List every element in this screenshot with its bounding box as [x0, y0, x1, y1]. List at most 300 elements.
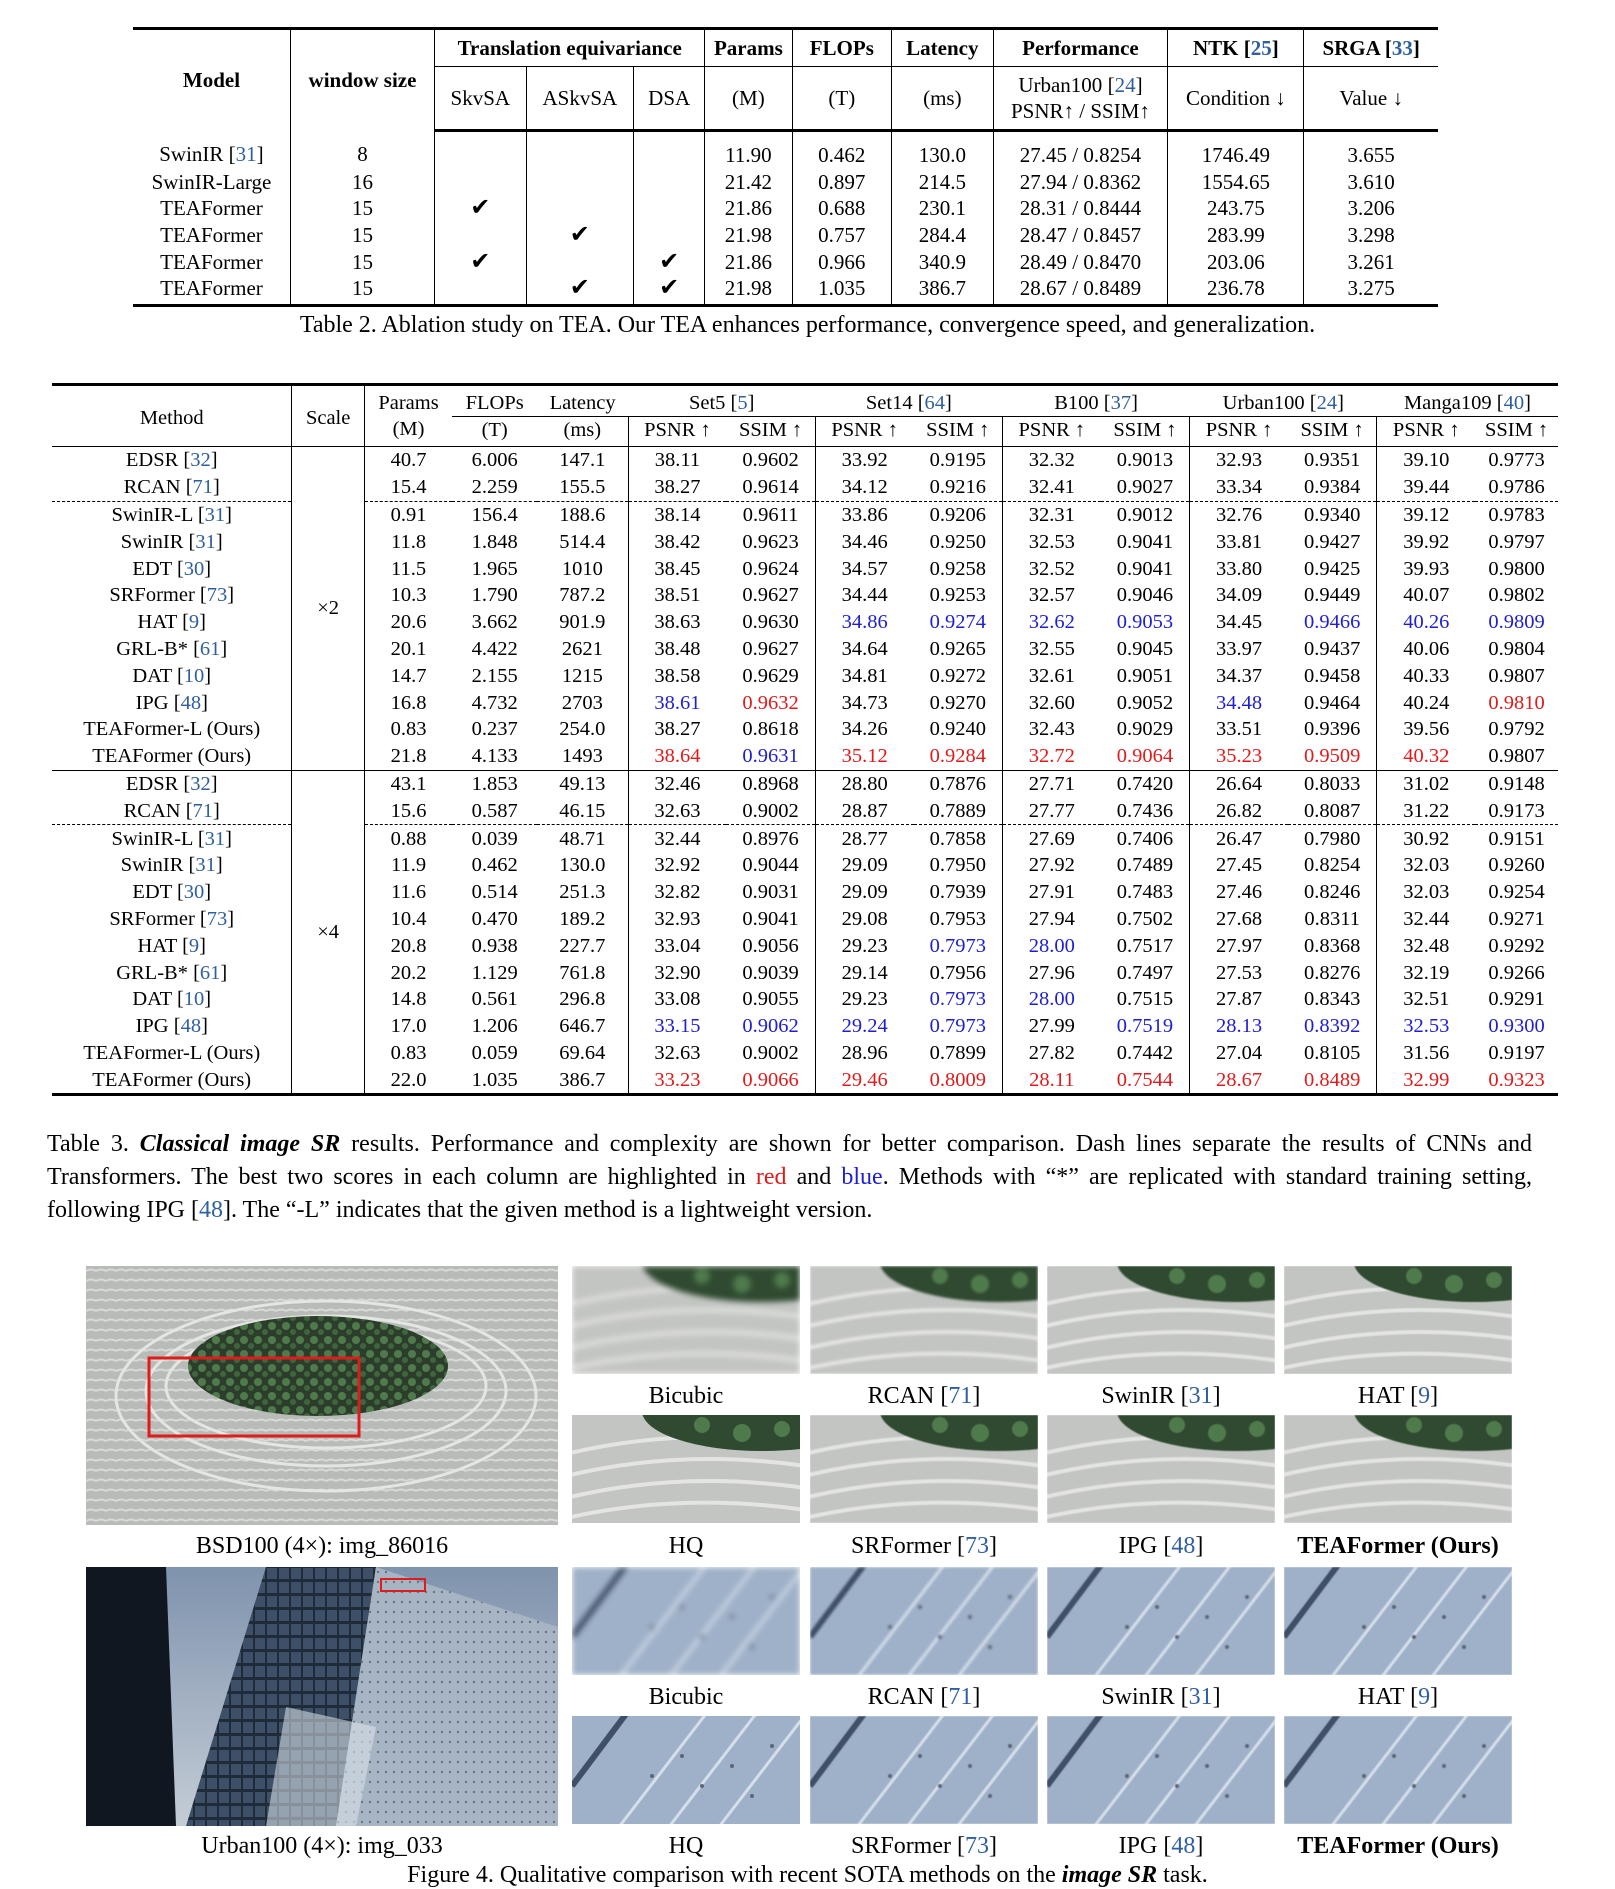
method-cell: SwinIR-L [31] [52, 501, 292, 528]
header-scale: Scale [292, 385, 364, 447]
header-flops: FLOPs [452, 385, 537, 417]
value-cell: 0.8489 [1288, 1066, 1377, 1094]
value-cell: 0.7483 [1116, 881, 1174, 904]
value-cell: 30.92 [1377, 825, 1475, 852]
table-row [133, 169, 1438, 196]
header-params-unit: (M) [364, 417, 452, 447]
value-cell: 38.45 [628, 555, 726, 582]
latency-cell: 230.1 [892, 195, 994, 222]
askvsa-cell [526, 131, 634, 169]
value-cell: 33.23 [628, 1066, 726, 1094]
value-cell: 32.53 [1377, 1013, 1475, 1040]
value-cell: 32.57 [1002, 582, 1100, 609]
performance-cell: 27.45 / 0.8254 [993, 131, 1168, 169]
value-cell: 0.8009 [914, 1066, 1003, 1094]
value-cell: 1.853 [452, 770, 537, 797]
header-psnr: PSNR ↑ [1002, 417, 1100, 447]
value-cell: 0.7519 [1116, 1015, 1174, 1038]
latency-cell: 214.5 [892, 169, 994, 196]
value-cell: 0.9292 [1488, 934, 1545, 957]
value-cell: 0.7956 [929, 961, 986, 984]
value-cell: 0.9250 [929, 530, 986, 553]
ntk-cell: 203.06 [1168, 249, 1304, 276]
value-cell: 34.45 [1190, 609, 1288, 636]
value-cell: 32.55 [1002, 636, 1100, 663]
value-cell: 0.9240 [929, 718, 986, 741]
garden-crop-image [1284, 1266, 1512, 1374]
value-cell: 0.9396 [1303, 718, 1361, 741]
value-cell: 0.9271 [1488, 907, 1545, 930]
value-cell: 27.53 [1190, 959, 1288, 986]
value-cell: 0.039 [452, 825, 537, 852]
value-cell: 2621 [561, 637, 603, 660]
value-cell: 32.63 [628, 797, 726, 824]
garden-crop-image [810, 1266, 1038, 1374]
askvsa-cell [526, 195, 634, 222]
value-cell: 38.11 [628, 447, 726, 474]
building-crop-image [1284, 1567, 1512, 1675]
value-cell: 34.12 [815, 474, 913, 501]
value-cell: 27.96 [1002, 959, 1100, 986]
flops-cell: 0.966 [792, 249, 892, 276]
flops-cell: 0.897 [792, 169, 892, 196]
value-cell: 4.422 [471, 637, 518, 660]
method-cell: EDT [30] [132, 881, 212, 904]
value-cell: 29.14 [815, 959, 913, 986]
value-cell: 0.9632 [742, 691, 799, 714]
askvsa-cell [526, 169, 634, 196]
header-params-unit: (M) [705, 67, 792, 131]
header-params: Params [705, 29, 792, 67]
value-cell: 38.64 [628, 743, 726, 770]
askvsa-cell [526, 249, 634, 276]
header-ntk: NTK [25] [1168, 29, 1304, 67]
value-cell: 0.9614 [742, 476, 799, 499]
value-cell: 33.80 [1190, 555, 1288, 582]
value-cell: 0.8254 [1303, 854, 1361, 877]
table-row [52, 689, 1558, 716]
table-row [52, 609, 1558, 636]
value-cell: 14.8 [364, 986, 452, 1013]
value-cell: 32.52 [1002, 555, 1100, 582]
value-cell: 33.34 [1190, 474, 1288, 501]
latency-cell: 130.0 [892, 131, 994, 169]
table-2-caption: Table 2. Ablation study on TEA. Our TEA enhances performance, convergence speed, and generalization. [299, 312, 1316, 338]
value-cell: 27.46 [1190, 879, 1288, 906]
crop-label: HAT [9] [1357, 1684, 1439, 1710]
header-window-size: window size [290, 29, 434, 131]
value-cell: 40.33 [1377, 662, 1475, 689]
crop-label: IPG [48] [1118, 1833, 1204, 1859]
check-icon: ✔ [470, 246, 491, 275]
method-cell: TEAFormer (Ours) [52, 1066, 292, 1094]
method-cell: GRL-B* [61] [116, 961, 228, 984]
method-cell: SwinIR [31] [120, 854, 223, 877]
value-cell: 32.90 [628, 959, 726, 986]
value-cell: 0.9056 [742, 934, 799, 957]
table-row [52, 474, 1558, 501]
value-cell: 38.14 [628, 501, 726, 528]
crop-label: TEAFormer (Ours) [1297, 1533, 1499, 1559]
header-performance: Performance [993, 29, 1168, 67]
value-cell: 32.43 [1002, 716, 1100, 743]
value-cell: 0.9206 [914, 501, 1003, 528]
method-cell: SwinIR-L [31] [52, 825, 292, 852]
method-cell: RCAN [71] [123, 476, 220, 499]
value-cell: 1215 [561, 664, 603, 687]
value-cell: 28.96 [815, 1040, 913, 1067]
crop-label: RCAN [71] [867, 1684, 981, 1710]
value-cell: 0.9464 [1303, 691, 1361, 714]
skvsa-cell [435, 246, 526, 276]
value-cell: 0.9045 [1116, 637, 1174, 660]
table-row [52, 555, 1558, 582]
value-cell: 0.9466 [1303, 611, 1361, 634]
value-cell: 0.9800 [1488, 557, 1545, 580]
value-cell: 0.9052 [1116, 691, 1174, 714]
value-cell: 0.8276 [1303, 961, 1361, 984]
check-icon: ✔ [470, 193, 491, 222]
value-cell: 11.5 [364, 555, 452, 582]
ntk-cell: 283.99 [1168, 222, 1304, 249]
value-cell: 39.10 [1377, 447, 1475, 474]
table-row [52, 636, 1558, 663]
garden-crop-image [810, 1415, 1038, 1523]
value-cell: 189.2 [559, 907, 606, 930]
building-crop-image [572, 1716, 800, 1824]
urban100-main-image [86, 1567, 558, 1826]
scale-cell: ×4 [292, 770, 364, 1095]
latency-cell: 284.4 [892, 222, 994, 249]
value-cell: 0.9437 [1303, 637, 1361, 660]
value-cell: 38.27 [628, 474, 726, 501]
value-cell: 0.9792 [1488, 718, 1545, 741]
building-crop-image [1284, 1716, 1512, 1824]
value-cell: 0.91 [364, 501, 452, 528]
table-row [52, 959, 1558, 986]
value-cell: 39.56 [1377, 716, 1475, 743]
flops-cell: 0.757 [792, 222, 892, 249]
value-cell: 0.9041 [1116, 557, 1174, 580]
window-size-cell: 15 [290, 222, 434, 249]
value-cell: 32.62 [1002, 609, 1100, 636]
value-cell: 0.8968 [726, 770, 815, 797]
value-cell: 901.9 [559, 611, 606, 634]
value-cell: 48.71 [537, 825, 628, 852]
srga-cell: 3.655 [1347, 142, 1395, 167]
value-cell: 38.51 [628, 582, 726, 609]
value-cell: 40.24 [1377, 689, 1475, 716]
value-cell: 2703 [561, 691, 603, 714]
value-cell: 130.0 [559, 854, 606, 877]
model-cell: SwinIR [31] [133, 131, 290, 169]
model-cell: TEAFormer [133, 249, 290, 276]
method-cell: EDSR [32] [52, 770, 292, 797]
value-cell: 188.6 [537, 501, 628, 528]
value-cell: 646.7 [559, 1015, 606, 1038]
value-cell: 0.7489 [1116, 854, 1174, 877]
value-cell: 35.23 [1190, 743, 1288, 770]
value-cell: 4.133 [471, 745, 518, 768]
params-cell: 21.86 [705, 195, 792, 222]
params-cell: 21.98 [705, 275, 792, 305]
value-cell: 0.7953 [929, 907, 986, 930]
value-cell: 26.64 [1190, 770, 1288, 797]
value-cell: 33.04 [628, 932, 726, 959]
building-crop-image [1047, 1716, 1275, 1824]
crop-label: Bicubic [648, 1383, 724, 1409]
value-cell: 34.57 [815, 555, 913, 582]
skvsa-cell [435, 195, 526, 222]
value-cell: 0.7950 [929, 854, 986, 877]
method-cell: SwinIR [31] [120, 530, 223, 553]
header-params: Params [364, 385, 452, 417]
value-cell: 0.8976 [726, 825, 815, 852]
value-cell: 0.7502 [1116, 907, 1174, 930]
value-cell: 0.9624 [742, 557, 799, 580]
value-cell: 0.9195 [929, 449, 986, 472]
value-cell: 32.03 [1377, 852, 1475, 879]
value-cell: 0.514 [471, 881, 518, 904]
flops-cell: 0.688 [792, 195, 892, 222]
garden-crop-image [572, 1415, 800, 1523]
value-cell: 0.9039 [742, 961, 799, 984]
value-cell: 20.2 [364, 959, 452, 986]
value-cell: 3.662 [471, 611, 518, 634]
value-cell: 0.9002 [742, 1041, 799, 1064]
method-cell: DAT [10] [132, 664, 212, 687]
dsa-cell [634, 246, 705, 276]
flops-cell: 1.035 [792, 275, 892, 305]
value-cell: 0.9151 [1475, 825, 1558, 852]
value-cell: 32.03 [1377, 879, 1475, 906]
value-cell: 0.9631 [742, 745, 799, 768]
table-row [52, 1066, 1558, 1094]
value-cell: 29.24 [815, 1013, 913, 1040]
value-cell: 0.9323 [1475, 1066, 1558, 1094]
value-cell: 28.13 [1190, 1013, 1288, 1040]
value-cell: 27.45 [1190, 852, 1288, 879]
model-cell: SwinIR-Large [133, 169, 290, 196]
value-cell: 0.9055 [742, 988, 799, 1011]
value-cell: 28.00 [1002, 986, 1100, 1013]
value-cell: 28.67 [1190, 1066, 1288, 1094]
latency-cell: 340.9 [892, 249, 994, 276]
dsa-cell [634, 169, 705, 196]
value-cell: 0.7517 [1116, 934, 1174, 957]
check-icon: ✔ [659, 246, 680, 275]
value-cell: 296.8 [559, 988, 606, 1011]
table-row [52, 501, 1558, 528]
flops-cell: 0.462 [792, 131, 892, 169]
value-cell: 0.9253 [929, 584, 986, 607]
value-cell: 0.9029 [1116, 718, 1174, 741]
bsd100-main-image [86, 1266, 558, 1525]
value-cell: 28.87 [815, 797, 913, 824]
value-cell: 0.7899 [929, 1041, 986, 1064]
value-cell: 14.7 [364, 662, 452, 689]
value-cell: 26.82 [1190, 797, 1288, 824]
method-cell: HAT [9] [137, 934, 206, 957]
value-cell: 0.9216 [929, 476, 986, 499]
value-cell: 0.9266 [1488, 961, 1545, 984]
crop-label: RCAN [71] [867, 1383, 981, 1409]
header-translation-equivariance: Translation equivariance [435, 29, 705, 67]
value-cell: 0.8246 [1303, 881, 1361, 904]
value-cell: 34.26 [815, 716, 913, 743]
value-cell: 39.92 [1377, 528, 1475, 555]
value-cell: 0.8087 [1303, 799, 1361, 822]
value-cell: 32.82 [628, 879, 726, 906]
header-flops-unit: (T) [792, 67, 892, 131]
value-cell: 0.8368 [1303, 934, 1361, 957]
value-cell: 27.68 [1190, 906, 1288, 933]
value-cell: 49.13 [537, 770, 628, 797]
value-cell: 0.9351 [1303, 449, 1361, 472]
table-row [52, 879, 1558, 906]
value-cell: 32.44 [628, 825, 726, 852]
table-row [52, 716, 1558, 743]
askvsa-cell [526, 219, 634, 249]
header-manga109: Manga109 [40] [1377, 385, 1558, 417]
value-cell: 31.22 [1377, 797, 1475, 824]
value-cell: 34.86 [815, 609, 913, 636]
performance-cell: 27.94 / 0.8362 [993, 169, 1168, 196]
dsa-cell [634, 195, 705, 222]
method-cell: TEAFormer-L (Ours) [83, 1041, 261, 1064]
header-set14: Set14 [64] [815, 385, 1002, 417]
value-cell: 10.3 [364, 582, 452, 609]
value-cell: 32.92 [628, 852, 726, 879]
crop-label: HQ [668, 1833, 704, 1859]
table-row [52, 662, 1558, 689]
value-cell: 38.42 [628, 528, 726, 555]
value-cell: 34.09 [1190, 582, 1288, 609]
value-cell: 0.8311 [1304, 907, 1360, 930]
value-cell: 0.9384 [1303, 476, 1361, 499]
value-cell: 0.9802 [1488, 584, 1545, 607]
value-cell: 38.58 [628, 662, 726, 689]
value-cell: 27.71 [1002, 770, 1100, 797]
value-cell: 0.237 [471, 718, 518, 741]
value-cell: 0.9458 [1303, 664, 1361, 687]
value-cell: 27.92 [1002, 852, 1100, 879]
value-cell: 0.8343 [1303, 988, 1361, 1011]
value-cell: 32.93 [1190, 447, 1288, 474]
value-cell: 0.8105 [1303, 1041, 1361, 1064]
check-icon: ✔ [659, 273, 680, 302]
value-cell: 0.7544 [1101, 1066, 1190, 1094]
value-cell: 43.1 [364, 770, 452, 797]
value-cell: 0.9027 [1116, 476, 1174, 499]
table-row [52, 906, 1558, 933]
srga-cell: 3.206 [1347, 196, 1395, 221]
value-cell: 0.9013 [1116, 449, 1174, 472]
value-cell: 29.23 [815, 986, 913, 1013]
performance-cell: 28.49 / 0.8470 [993, 249, 1168, 276]
header-method: Method [52, 385, 292, 447]
ntk-cell: 1554.65 [1168, 169, 1304, 196]
value-cell: 27.04 [1190, 1040, 1288, 1067]
value-cell: 29.08 [815, 906, 913, 933]
value-cell: 32.41 [1002, 474, 1100, 501]
value-cell: 0.9786 [1488, 476, 1545, 499]
value-cell: 0.7973 [929, 1015, 986, 1038]
header-ssim: SSIM ↑ [914, 417, 1003, 447]
table-row [52, 1013, 1558, 1040]
value-cell: 227.7 [559, 934, 606, 957]
value-cell: 6.006 [471, 449, 518, 472]
garden-crop-image [572, 1266, 800, 1374]
ntk-cell: 236.78 [1168, 275, 1304, 305]
check-icon: ✔ [569, 273, 590, 302]
table-row [133, 222, 1438, 249]
window-size-cell: 15 [290, 195, 434, 222]
value-cell: 39.12 [1377, 501, 1475, 528]
value-cell: 0.9173 [1488, 799, 1545, 822]
building-crop-image [810, 1567, 1038, 1675]
value-cell: 34.64 [815, 636, 913, 663]
crop-label: HAT [9] [1357, 1383, 1439, 1409]
value-cell: 0.9031 [742, 881, 799, 904]
crop-label: IPG [48] [1118, 1533, 1204, 1559]
value-cell: 17.0 [364, 1013, 452, 1040]
value-cell: 0.938 [471, 934, 518, 957]
value-cell: 0.83 [364, 716, 452, 743]
table-2 [133, 27, 1438, 307]
crop-label: Bicubic [648, 1684, 724, 1710]
table-row [52, 582, 1558, 609]
table-row [133, 195, 1438, 222]
value-cell: 27.94 [1002, 906, 1100, 933]
value-cell: 0.059 [471, 1041, 518, 1064]
value-cell: 29.46 [815, 1066, 913, 1094]
value-cell: 27.91 [1002, 879, 1100, 906]
value-cell: 0.462 [471, 854, 518, 877]
skvsa-cell [435, 131, 526, 169]
params-cell: 21.98 [705, 222, 792, 249]
figure-4-caption: Figure 4. Qualitative comparison with recent SOTA methods on the image SR task. [407, 1862, 1208, 1888]
building-crop-image [572, 1567, 800, 1675]
params-cell: 21.42 [705, 169, 792, 196]
value-cell: 147.1 [559, 449, 606, 472]
crop-label: SwinIR [31] [1101, 1684, 1221, 1710]
value-cell: 34.81 [815, 662, 913, 689]
value-cell: 34.44 [815, 582, 913, 609]
value-cell: 0.9258 [929, 557, 986, 580]
table-row [52, 852, 1558, 879]
value-cell: 32.46 [628, 770, 726, 797]
value-cell: 0.7442 [1116, 1041, 1174, 1064]
value-cell: 11.6 [364, 879, 452, 906]
value-cell: 2.155 [471, 664, 518, 687]
method-cell: GRL-B* [61] [116, 637, 228, 660]
value-cell: 0.9449 [1303, 584, 1361, 607]
value-cell: 15.6 [364, 797, 452, 824]
table-row [133, 275, 1438, 305]
value-cell: 40.32 [1377, 743, 1475, 770]
table-row [52, 770, 1558, 797]
value-cell: 31.56 [1377, 1040, 1475, 1067]
method-cell: RCAN [71] [123, 799, 220, 822]
value-cell: 10.4 [364, 906, 452, 933]
header-urban100: Urban100 [24] [1190, 385, 1377, 417]
ntk-cell: 243.75 [1168, 195, 1304, 222]
method-cell: SRFormer [73] [109, 584, 235, 607]
value-cell: 34.37 [1190, 662, 1288, 689]
value-cell: 0.9066 [726, 1066, 815, 1094]
value-cell: 0.83 [364, 1040, 452, 1067]
